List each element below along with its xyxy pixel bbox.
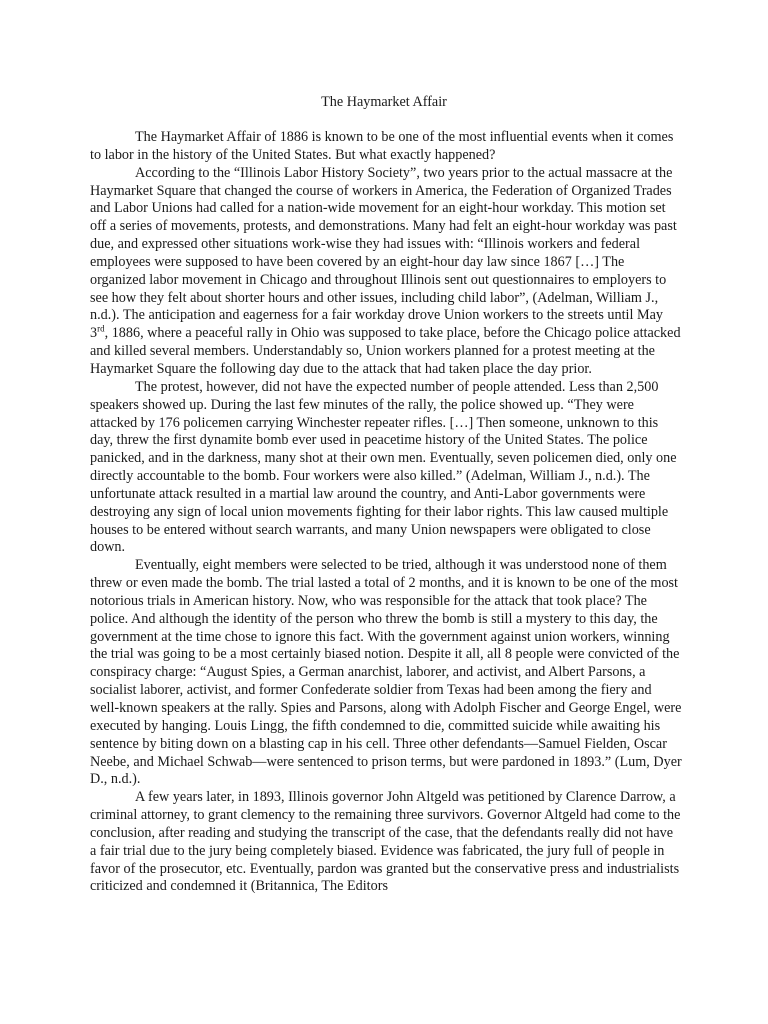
paragraph-pardon: A few years later, in 1893, Illinois governor John Altgeld was petitioned by Clarence Darrow, a criminal attorney, to grant clemency to the remaining three survivors. Governor Altgeld had come to the conclusion, after reading and studying the transcript of the case, that the defendants really did not have a fair trial due to the jury being completely biased. Evidence was fabricated, the jury full of people in favor of the prosecutor, etc. Eventually, pardon was granted but the conservative press and industrialists criticized and condemned it (Britannica, The Editors	[90, 789, 681, 895]
document-body	[90, 129, 682, 896]
paragraph-protest: The protest, however, did not have the expected number of people attended. Less than 2,500 speakers showed up. During the last few minutes of the rally, the police showed up. “They were attacked by 176 policemen carrying Winchester repeater rifles. […] Then someone, unknown to this day, threw the first dynamite bomb ever used in peacetime history of the United States. The police panicked, and in the darkness, many shot at their own men. Eventually, seven policemen died, only one directly accountable to the bomb. Four workers were also killed.” (Adelman, William J., n.d.). The unfortunate attack resulted in a martial law around the country, and Anti-Labor governments were destroying any sign of local union movements fighting for their labor rights. This law caused multiple houses to be entered without search warrants, and many Union newspapers were obligated to close down.	[90, 378, 677, 556]
paragraph-background	[90, 165, 682, 379]
paragraph-intro: The Haymarket Affair of 1886 is known to be one of the most influential events when it comes to labor in the history of the United States. But what exactly happened?	[90, 129, 674, 163]
ordinal-suffix: rd	[97, 323, 105, 334]
paragraph-background-text-continued: , 1886, where a peaceful rally in Ohio was supposed to take place, before the Chicago police attacked and killed several members. Understandably so, Union workers planned for a protest meeting at the Haymarket Square the following day due to the attack that had taken place the day prior.	[90, 325, 681, 377]
paragraph-background-text: According to the “Illinois Labor History Society”, two years prior to the actual massacre at the Haymarket Square that changed the course of workers in America, the Federation of Organized Trades and Labor Unions had called for a nation-wide movement for an eight-hour workday. This motion set off a series of movements, protests, and demonstrations. Many had felt an eight-hour workday was past due, and expressed other situations work-wise they had issues with: “Illinois workers and federal employees were supposed to have been covered by an eight-hour day law since 1867 […] The organized labor movement in Chicago and throughout Illinois sent out questionnaires to employers to see how they felt about shorter hours and other issues, including child labor”, (Adelman, William J., n.d.). The anticipation and eagerness for a fair workday drove Union workers to the streets until May 3	[90, 164, 677, 342]
paragraph-trial: Eventually, eight members were selected to be tried, although it was understood none of them threw or even made the bomb. The trial lasted a total of 2 months, and it is known to be one of the most notorious trials in American history. Now, who was responsible for the attack that took place? The police. And although the identity of the person who threw the bomb is still a mystery to this day, the government at the time chose to ignore this fact. With the government against union workers, winning the trial was going to be a most certainly biased notion. Despite it all, all 8 people were convicted of the conspiracy charge: “August Spies, a German anarchist, laborer, and activist, and Albert Parsons, a socialist laborer, activist, and former Confederate soldier from Texas had been among the fiery and well-known speakers at the rally. Spies and Parsons, along with Adolph Fischer and George Engel, were executed by hanging. Louis Lingg, the fifth condemned to die, committed suicide while awaiting his sentence by biting down on a blasting cap in his cell. Three other defendants—Samuel Fielden, Oscar Neebe, and Michael Schwab—were sentenced to prison terms, but were pardoned in 1893.” (Lum, Dyer D., n.d.).	[90, 557, 682, 788]
document-title: The Haymarket Affair	[321, 94, 447, 110]
